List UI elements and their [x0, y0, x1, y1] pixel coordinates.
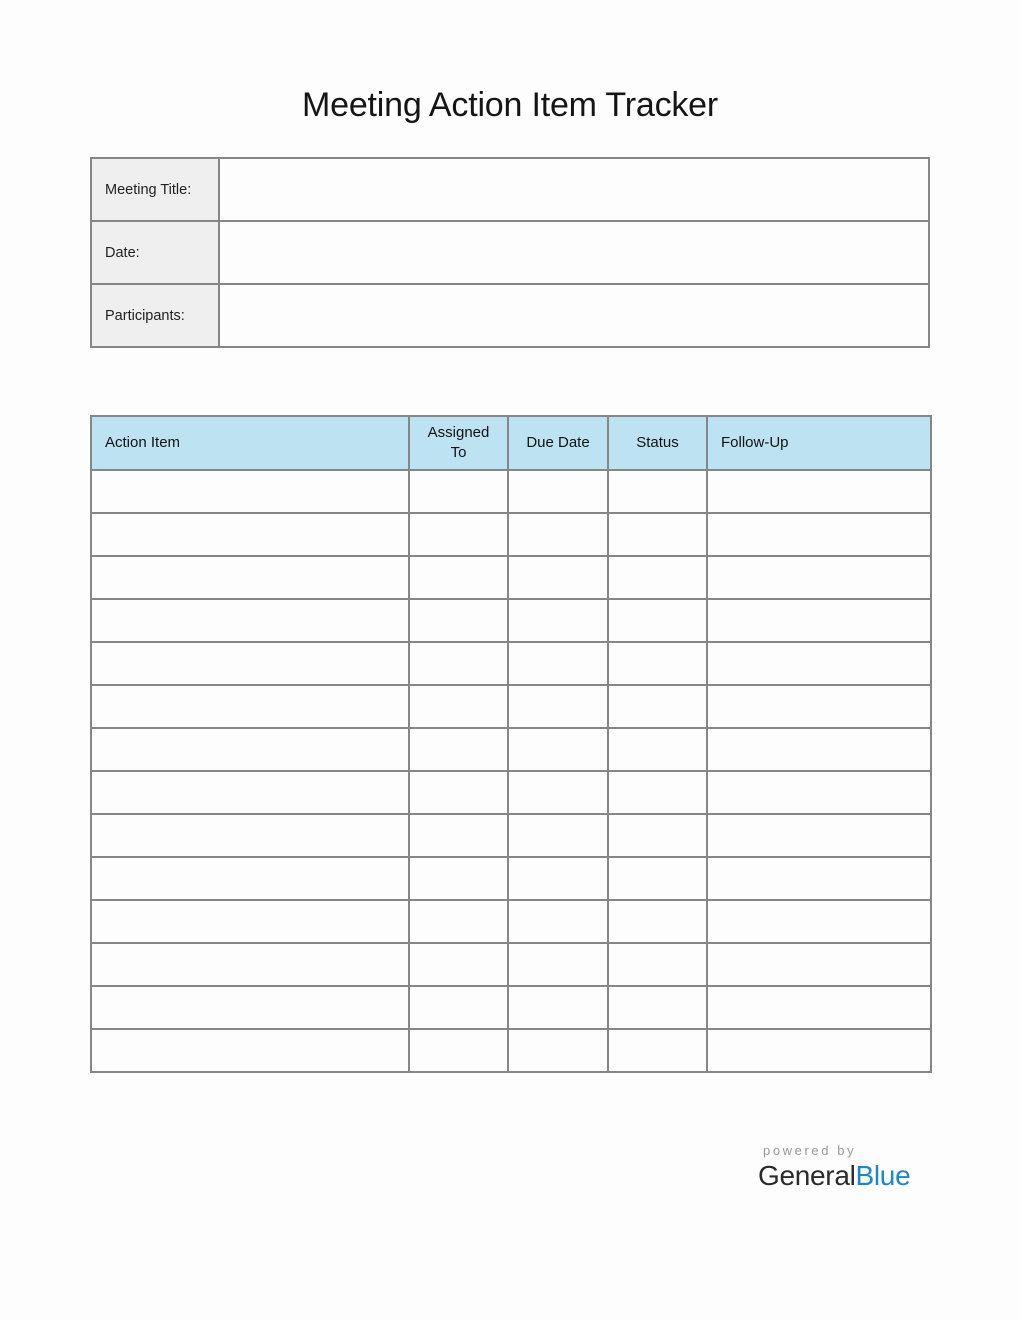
branding	[758, 1143, 910, 1192]
action-cell-assigned-to[interactable]	[409, 470, 508, 513]
action-item-row	[91, 728, 931, 771]
action-cell-follow-up[interactable]	[707, 599, 931, 642]
action-item-row	[91, 943, 931, 986]
action-cell-assigned-to[interactable]	[409, 771, 508, 814]
action-cell-assigned-to[interactable]	[409, 814, 508, 857]
action-cell-status[interactable]	[608, 1029, 707, 1072]
column-header-assigned-to: Assigned To	[409, 416, 508, 470]
action-cell-status[interactable]	[608, 857, 707, 900]
action-cell-action-item[interactable]	[91, 900, 409, 943]
action-cell-action-item[interactable]	[91, 943, 409, 986]
action-item-row	[91, 1029, 931, 1072]
date-label: Date:	[91, 221, 219, 284]
action-cell-follow-up[interactable]	[707, 513, 931, 556]
participants-row	[91, 284, 929, 347]
brand-name-blue: Blue	[855, 1160, 911, 1191]
action-cell-action-item[interactable]	[91, 599, 409, 642]
action-cell-status[interactable]	[608, 513, 707, 556]
column-header-due-date: Due Date	[508, 416, 608, 470]
action-cell-follow-up[interactable]	[707, 986, 931, 1029]
action-cell-due-date[interactable]	[508, 728, 608, 771]
action-cell-assigned-to[interactable]	[409, 728, 508, 771]
action-item-row	[91, 642, 931, 685]
action-item-row	[91, 685, 931, 728]
action-cell-assigned-to[interactable]	[409, 685, 508, 728]
action-cell-status[interactable]	[608, 728, 707, 771]
action-cell-follow-up[interactable]	[707, 470, 931, 513]
action-cell-due-date[interactable]	[508, 685, 608, 728]
action-cell-assigned-to[interactable]	[409, 513, 508, 556]
action-cell-action-item[interactable]	[91, 814, 409, 857]
action-item-row	[91, 986, 931, 1029]
action-cell-status[interactable]	[608, 814, 707, 857]
action-cell-assigned-to[interactable]	[409, 943, 508, 986]
action-cell-follow-up[interactable]	[707, 556, 931, 599]
action-item-row	[91, 771, 931, 814]
action-cell-status[interactable]	[608, 685, 707, 728]
action-cell-assigned-to[interactable]	[409, 556, 508, 599]
action-cell-assigned-to[interactable]	[409, 642, 508, 685]
action-cell-due-date[interactable]	[508, 814, 608, 857]
column-header-action-item: Action Item	[91, 416, 409, 470]
action-cell-due-date[interactable]	[508, 642, 608, 685]
action-cell-status[interactable]	[608, 470, 707, 513]
action-cell-follow-up[interactable]	[707, 857, 931, 900]
action-cell-action-item[interactable]	[91, 986, 409, 1029]
action-cell-due-date[interactable]	[508, 599, 608, 642]
action-cell-due-date[interactable]	[508, 556, 608, 599]
meeting-info-table	[90, 157, 930, 348]
action-item-row	[91, 814, 931, 857]
action-cell-status[interactable]	[608, 556, 707, 599]
meeting-title-field[interactable]	[219, 158, 929, 221]
action-cell-due-date[interactable]	[508, 1029, 608, 1072]
powered-by-text: powered by	[763, 1143, 857, 1158]
action-cell-follow-up[interactable]	[707, 943, 931, 986]
action-cell-due-date[interactable]	[508, 943, 608, 986]
action-item-row	[91, 857, 931, 900]
action-cell-action-item[interactable]	[91, 642, 409, 685]
action-cell-action-item[interactable]	[91, 1029, 409, 1072]
action-cell-status[interactable]	[608, 900, 707, 943]
action-cell-follow-up[interactable]	[707, 814, 931, 857]
action-cell-action-item[interactable]	[91, 556, 409, 599]
date-field[interactable]	[219, 221, 929, 284]
date-row	[91, 221, 929, 284]
action-cell-action-item[interactable]	[91, 771, 409, 814]
action-table-header-row	[91, 416, 931, 470]
action-cell-assigned-to[interactable]	[409, 900, 508, 943]
generalblue-logo	[758, 1160, 910, 1192]
action-cell-assigned-to[interactable]	[409, 986, 508, 1029]
action-cell-assigned-to[interactable]	[409, 599, 508, 642]
action-cell-follow-up[interactable]	[707, 771, 931, 814]
action-cell-follow-up[interactable]	[707, 1029, 931, 1072]
action-item-row	[91, 556, 931, 599]
meeting-title-row	[91, 158, 929, 221]
action-cell-action-item[interactable]	[91, 857, 409, 900]
action-cell-action-item[interactable]	[91, 470, 409, 513]
action-cell-action-item[interactable]	[91, 685, 409, 728]
action-cell-due-date[interactable]	[508, 857, 608, 900]
column-header-status: Status	[608, 416, 707, 470]
action-cell-due-date[interactable]	[508, 986, 608, 1029]
page-title: Meeting Action Item Tracker	[302, 86, 718, 124]
column-header-follow-up: Follow-Up	[707, 416, 931, 470]
action-cell-due-date[interactable]	[508, 771, 608, 814]
action-cell-follow-up[interactable]	[707, 642, 931, 685]
action-cell-action-item[interactable]	[91, 728, 409, 771]
action-cell-status[interactable]	[608, 642, 707, 685]
action-item-row	[91, 470, 931, 513]
action-cell-action-item[interactable]	[91, 513, 409, 556]
participants-label: Participants:	[91, 284, 219, 347]
action-cell-due-date[interactable]	[508, 513, 608, 556]
action-cell-status[interactable]	[608, 943, 707, 986]
action-cell-follow-up[interactable]	[707, 728, 931, 771]
action-cell-due-date[interactable]	[508, 470, 608, 513]
brand-name-general: General	[758, 1160, 856, 1191]
action-cell-status[interactable]	[608, 986, 707, 1029]
action-item-row	[91, 900, 931, 943]
action-item-table	[90, 415, 932, 1073]
action-cell-assigned-to[interactable]	[409, 857, 508, 900]
action-item-row	[91, 599, 931, 642]
action-cell-follow-up[interactable]	[707, 900, 931, 943]
participants-field[interactable]	[219, 284, 929, 347]
action-cell-due-date[interactable]	[508, 900, 608, 943]
action-cell-follow-up[interactable]	[707, 685, 931, 728]
action-item-row	[91, 513, 931, 556]
action-cell-assigned-to[interactable]	[409, 1029, 508, 1072]
action-cell-status[interactable]	[608, 771, 707, 814]
meeting-title-label: Meeting Title:	[91, 158, 219, 221]
action-cell-status[interactable]	[608, 599, 707, 642]
